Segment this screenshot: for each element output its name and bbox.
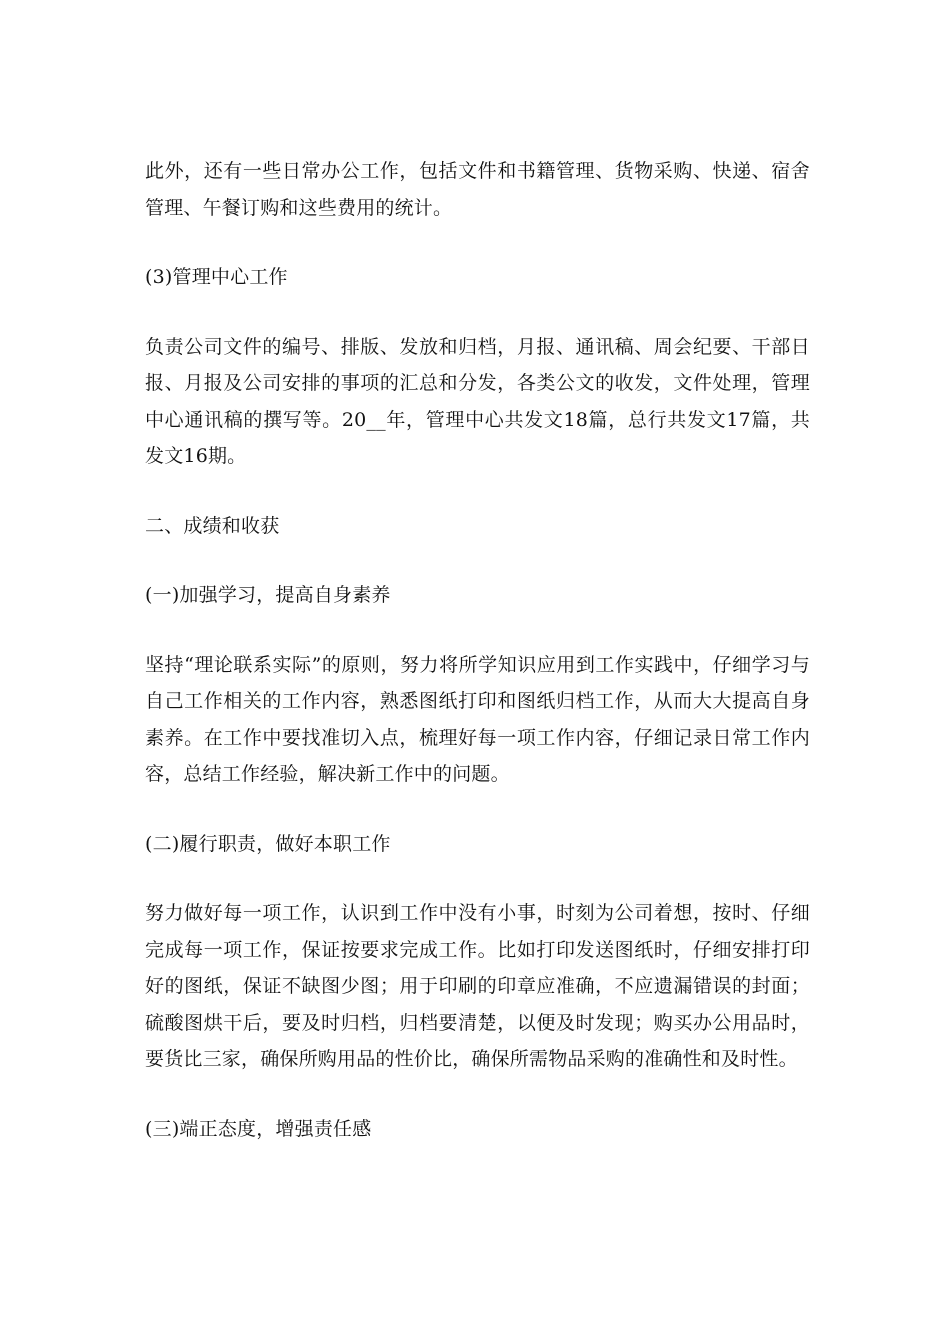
- paragraph-daily-office-work: 此外，还有一些日常办公工作，包括文件和书籍管理、货物采购、快递、宿舍管理、午餐订购和这些费用的统计。: [145, 160, 810, 219]
- spacer: [145, 862, 810, 895]
- heading-fulfill-duties: (二)履行职责，做好本职工作: [145, 832, 391, 855]
- spacer: [145, 1078, 810, 1111]
- paragraph-management-center-duties: 负责公司文件的编号、排版、发放和归档，月报、通讯稿、周会纪要、干部日报、月报及公司安排的事项的汇总和分发，各类公文的收发，文件处理，管理中心通讯稿的撰写等。20__年，管理中心共发文18篇，总行共发文17篇，共发文16期。: [145, 335, 810, 467]
- spacer: [145, 226, 810, 259]
- heading-strengthen-learning: (一)加强学习，提高自身素养: [145, 584, 391, 606]
- heading-management-center-work: (3)管理中心工作: [145, 266, 288, 288]
- spacer: [145, 614, 810, 647]
- paragraph-theory-practice: 坚持“理论联系实际”的原则，努力将所学知识应用到工作实践中，仔细学习与自己工作相关的工作内容，熟悉图纸打印和图纸归档工作，从而大大提高自身素养。在工作中要找准切入点，梳理好每一项工作内容，仔细记录日常工作内容，总结工作经验，解决新工作中的问题。: [145, 653, 810, 785]
- heading-attitude-responsibility: (三)端正态度，增强责任感: [145, 1117, 372, 1140]
- spacer: [145, 544, 810, 577]
- paragraph-every-task: 努力做好每一项工作，认识到工作中没有小事，时刻为公司着想，按时、仔细完成每一项工作，保证按要求完成工作。比如打印发送图纸时，仔细安排打印好的图纸，保证不缺图少图；用于印刷的印章应准确，不应遗漏错误的封面；硫酸图烘干后，要及时归档，归档要清楚，以便及时发现；购买办公用品时，要货比三家，确保所购用品的性价比，确保所需物品采购的准确性和及时性。: [145, 902, 810, 1070]
- spacer: [145, 296, 810, 329]
- spacer: [145, 793, 810, 826]
- heading-achievements: 二、成绩和收获: [145, 514, 280, 537]
- document-page: [145, 153, 810, 1147]
- spacer: [145, 475, 810, 508]
